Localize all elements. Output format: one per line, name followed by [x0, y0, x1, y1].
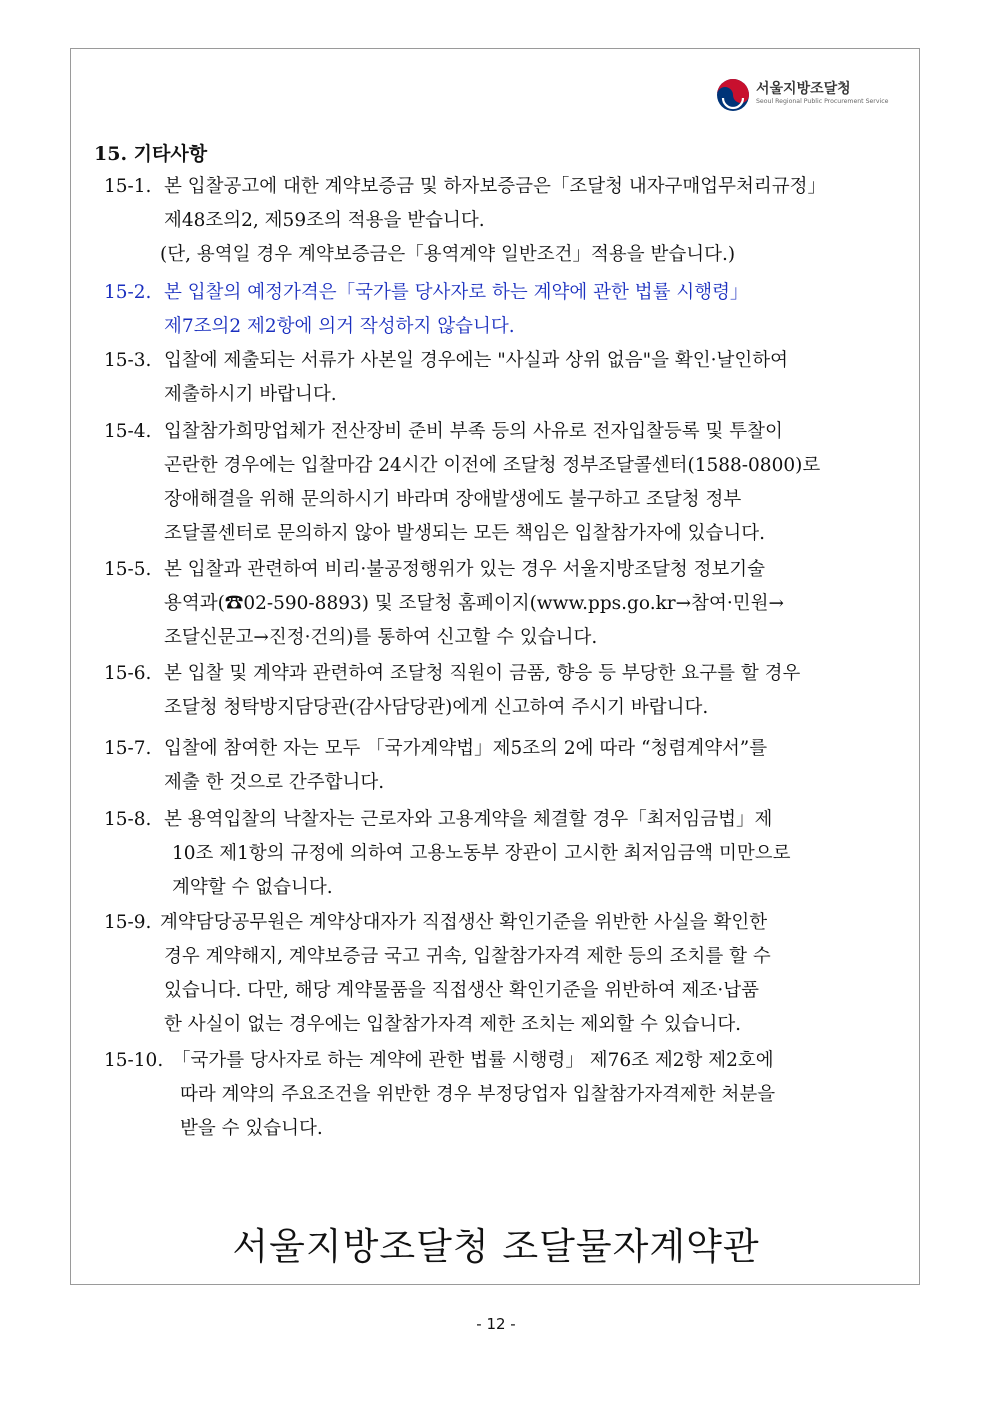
item-line: 제출 한 것으로 간주합니다.	[164, 772, 385, 793]
item-line: 곤란한 경우에는 입찰마감 24시간 이전에 조달청 정부조달콜센터(1588-0800)로	[164, 455, 821, 476]
item-number: 15-2.	[104, 282, 152, 303]
org-name-en: Seoul Regional Public Procurement Service	[756, 98, 889, 105]
item-line: 경우 계약해지, 계약보증금 국고 귀속, 입찰참가자격 제한 등의 조치를 할 수	[164, 946, 771, 967]
item-line: 「국가를 당사자로 하는 계약에 관한 법률 시행령」 제76조 제2항 제2호에	[172, 1050, 774, 1071]
item-line: 계약담당공무원은 계약상대자가 직접생산 확인기준을 위반한 사실을 확인한	[160, 912, 768, 933]
item-line: 계약할 수 없습니다.	[172, 877, 333, 898]
item-line: 본 입찰과 관련하여 비리·불공정행위가 있는 경우 서울지방조달청 정보기술	[164, 559, 766, 580]
item-line: 본 입찰공고에 대한 계약보증금 및 하자보증금은「조달청 내자구매업무처리규정」	[164, 176, 827, 197]
taegeuk-emblem-icon	[716, 78, 750, 112]
item-number: 15-9.	[104, 912, 152, 933]
item-line: 본 입찰 및 계약과 관련하여 조달청 직원이 금품, 향응 등 부당한 요구를 할 경우	[164, 663, 801, 684]
item-line: 제7조의2 제2항에 의거 작성하지 않습니다.	[164, 316, 515, 337]
item-line: 장애해결을 위해 문의하시기 바라며 장애발생에도 불구하고 조달청 정부	[164, 489, 742, 510]
item-line: 입찰에 제출되는 서류가 사본일 경우에는 "사실과 상위 없음"을 확인·날인하여	[164, 350, 788, 371]
item-line: 제48조의2, 제59조의 적용을 받습니다.	[164, 210, 485, 231]
item-number: 15-1.	[104, 176, 152, 197]
item-number: 15-8.	[104, 809, 152, 830]
item-line: (단, 용역일 경우 계약보증금은「용역계약 일반조건」적용을 받습니다.)	[160, 244, 736, 265]
item-line: 조달청 청탁방지담당관(감사담당관)에게 신고하여 주시기 바랍니다.	[164, 697, 709, 718]
item-number: 15-5.	[104, 559, 152, 580]
item-number: 15-4.	[104, 421, 152, 442]
item-number: 15-3.	[104, 350, 152, 371]
item-line: 10조 제1항의 규정에 의하여 고용노동부 장관이 고시한 최저임금액 미만으로	[172, 843, 791, 864]
org-name: 서울지방조달청	[756, 81, 851, 97]
item-line: 한 사실이 없는 경우에는 입찰참가자격 제한 조치는 제외할 수 있습니다.	[164, 1014, 742, 1035]
page-number: - 12 -	[476, 1315, 516, 1333]
item-line: 입찰에 참여한 자는 모두 「국가계약법」제5조의 2에 따라 “청렴계약서”를	[164, 738, 768, 759]
item-number: 15-6.	[104, 663, 152, 684]
closing-signature: 서울지방조달청 조달물자계약관	[232, 1225, 760, 1268]
item-line: 입찰참가희망업체가 전산장비 준비 부족 등의 사유로 전자입찰등록 및 투찰이	[164, 421, 783, 442]
section-title: 15. 기타사항	[94, 143, 208, 165]
item-line: 본 용역입찰의 낙찰자는 근로자와 고용계약을 체결할 경우「최저임금법」제	[164, 809, 773, 830]
item-line: 용역과(☎02-590-8893) 및 조달청 홈페이지(www.pps.go.kr→참여·민원→	[164, 593, 785, 614]
item-line: 있습니다. 다만, 해당 계약물품을 직접생산 확인기준을 위반하여 제조·납품	[164, 980, 759, 1001]
item-number: 15-7.	[104, 738, 152, 759]
item-number: 15-10.	[104, 1050, 164, 1071]
item-line: 따라 계약의 주요조건을 위반한 경우 부정당업자 입찰참가자격제한 처분을	[180, 1084, 776, 1105]
header-logo	[716, 76, 906, 116]
item-line: 조달신문고→진정·건의)를 통하여 신고할 수 있습니다.	[164, 627, 598, 648]
item-line: 조달콜센터로 문의하지 않아 발생되는 모든 책임은 입찰참가자에 있습니다.	[164, 523, 766, 544]
item-line: 본 입찰의 예정가격은「국가를 당사자로 하는 계약에 관한 법률 시행령」	[164, 282, 749, 303]
item-line: 받을 수 있습니다.	[180, 1118, 323, 1139]
item-line: 제출하시기 바랍니다.	[164, 384, 337, 405]
